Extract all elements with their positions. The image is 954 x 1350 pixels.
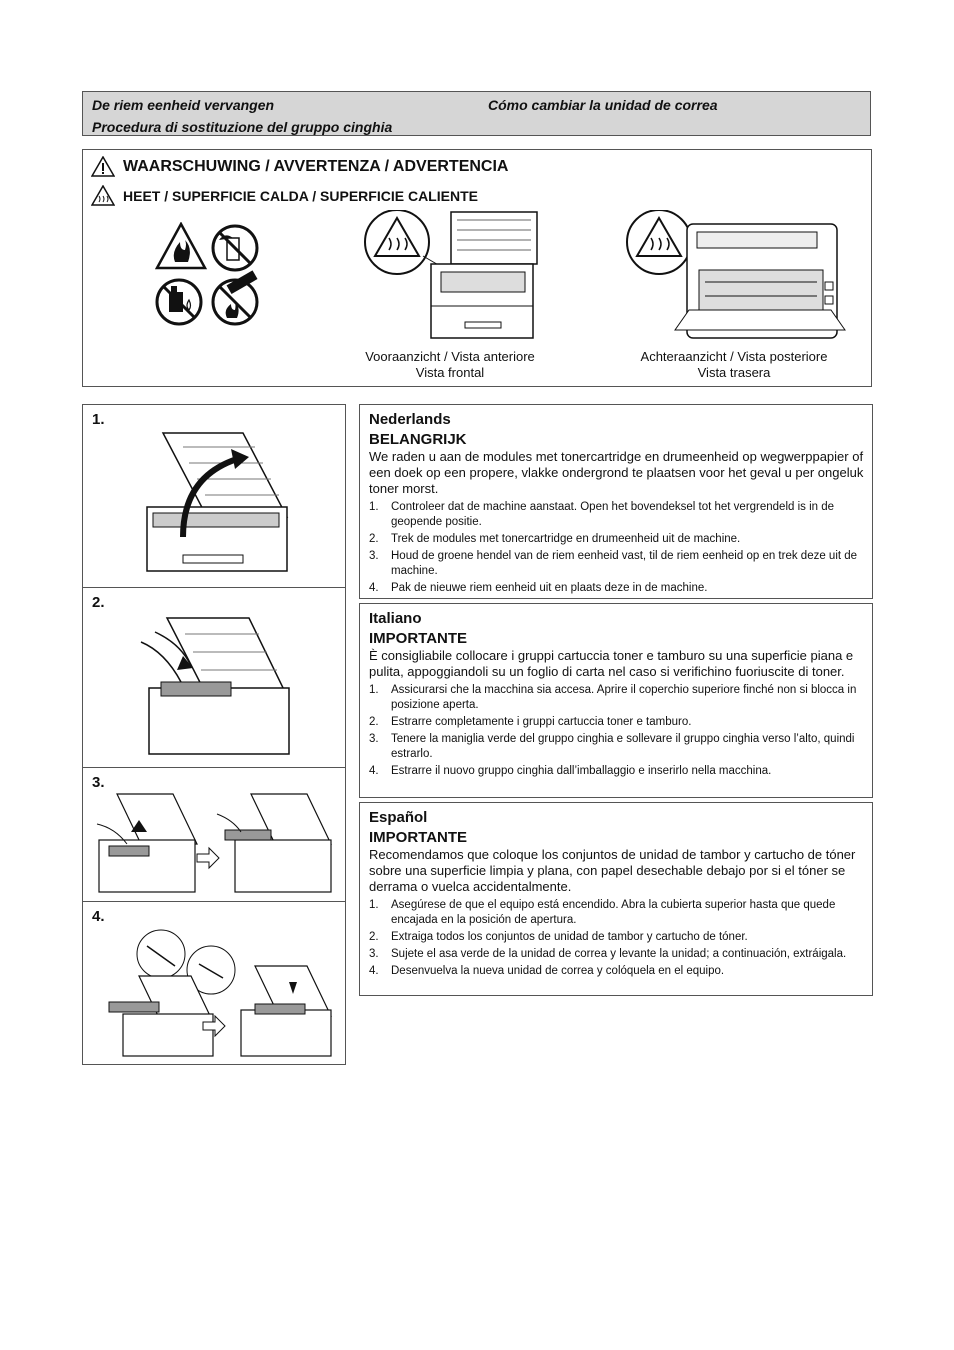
section-spanish-language: Español [369,809,428,826]
step-1 [83,405,345,588]
flammable-icon [157,224,205,268]
step-3-lift-belt-illustration [95,790,337,896]
section-italian-steps [369,683,864,779]
step-2-remove-drum-illustration [137,612,297,762]
list-item: 2. Trek de modules met tonercartridge en drumeenheid uit de machine. [369,533,741,545]
list-item: 3. Houd de groene hendel van de riem eenheid vast, til de riem eenheid op en trek deze uit de machine. [369,550,858,577]
rear-view-caption [623,349,845,381]
section-spanish-important: IMPORTANTE [369,829,468,846]
rear-view-printer-illustration [625,210,847,342]
front-view-printer-illustration [361,210,541,342]
section-dutch-steps [369,500,864,596]
list-item: 3. Sujete el asa verde de la unidad de correa y levante la unidad; a continuación, extráigala. [369,948,847,960]
list-item: 4. Estrarre il nuovo gruppo cinghia dall’imballaggio e inserirlo nella macchina. [369,765,772,777]
step-2 [83,588,345,768]
step-3-number: 3. [92,774,105,791]
warning-triangle-icon [91,156,115,177]
list-item: 4. Desenvuelva la nueva unidad de correa y colóquela en el equipo. [369,965,725,977]
title-italian: Procedura di sostituzione del gruppo cinghia [92,119,393,135]
list-item: 2. Estrarre completamente i gruppi cartuccia toner e tamburo. [369,716,692,728]
title-spanish: Cómo cambiar la unidad de correa [488,97,718,113]
list-item: 1. Controleer dat de machine aanstaat. Open het bovendeksel tot het vergrendeld is in de geopende positie. [369,501,835,528]
step-3 [83,768,345,902]
section-spanish [359,802,873,996]
step-4-install-belt-illustration [95,926,337,1060]
step-1-open-cover-illustration [143,427,293,577]
section-italian-intro: È consigliabile collocare i gruppi cartuccia toner e tamburo su una superficie piana e pulita, appoggiandoli su un foglio di carta nel caso si verifichino fuoriuscite di toner. [369,648,854,679]
section-spanish-intro: Recomendamos que coloque los conjuntos de unidad de tambor y cartucho de tóner sobre una superficie limpia y plana, con papel desechable debajo por si el tóner se derrama o vuelca accidentalmente. [369,847,856,894]
front-view-caption [345,349,555,381]
no-spray-icon [213,226,257,270]
section-dutch-intro: We raden u aan de modules met tonercartridge en drumeenheid op wegwerppapier of een doek op een propere, vlakke ondergrond te plaatsen voor het geval u per ongeluk toner morst. [369,449,864,496]
no-fire-disposal-icon [213,270,258,324]
step-1-number: 1. [92,411,105,428]
list-item: 3. Tenere la maniglia verde del gruppo cinghia e sollevare il gruppo cinghia verso l’alto, quindi estrarlo. [369,733,855,760]
no-cleaner-icon [157,280,201,324]
section-dutch-important: BELANGRIJK [369,431,467,448]
front-view-caption-line1: Vooraanzicht / Vista anteriore [365,349,535,364]
title-bar [82,91,871,136]
front-view-caption-line2: Vista frontal [415,365,485,380]
section-italian-important: IMPORTANTE [369,630,468,647]
rear-view-caption-line1: Achteraanzicht / Vista posteriore [640,349,828,364]
list-item: 1. Asegúrese de que el equipo está encendido. Abra la cubierta superior hasta que quede encajada en la posición de apertura. [369,899,836,926]
hot-surface-row [91,185,478,206]
prohibition-icons [155,222,263,328]
section-dutch [359,404,873,599]
step-2-number: 2. [92,594,105,611]
list-item: 4. Pak de nieuwe riem eenheid uit en plaats deze in de machine. [369,582,708,594]
list-item: 1. Assicurarsi che la macchina sia accesa. Aprire il coperchio superiore finché non si blocca in posizione aperta. [369,684,857,711]
section-italian [359,603,873,798]
step-4 [83,902,345,1064]
hot-surface-label: HEET / SUPERFICIE CALDA / SUPERFICIE CALIENTE [123,187,478,204]
step-illustrations [82,404,346,1065]
warning-heading: WAARSCHUWING / AVVERTENZA / ADVERTENCIA [123,157,509,175]
section-spanish-steps [369,898,864,979]
warning-box [82,149,872,387]
section-dutch-language: Nederlands [369,411,451,428]
step-4-number: 4. [92,908,105,925]
hot-surface-triangle-icon [91,185,115,206]
title-dutch: De riem eenheid vervangen [92,97,275,113]
list-item: 2. Extraiga todos los conjuntos de unidad de tambor y cartucho de tóner. [369,931,748,943]
warning-heading-row [91,156,508,177]
rear-view-caption-line2: Vista trasera [697,365,771,380]
section-italian-language: Italiano [369,610,422,627]
